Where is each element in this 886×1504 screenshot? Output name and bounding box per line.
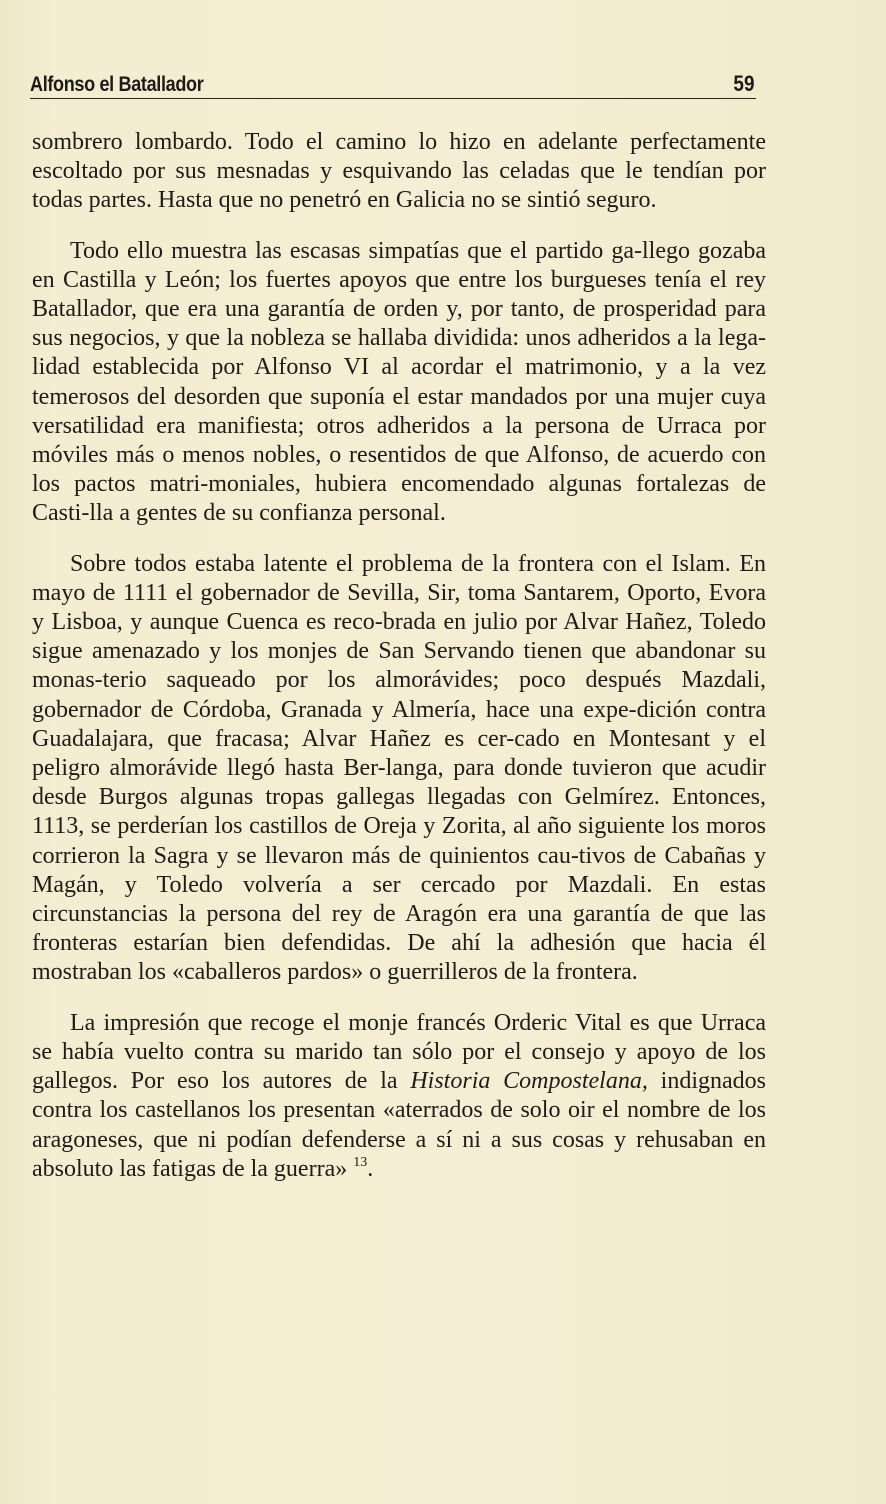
paragraph-2: Todo ello muestra las escasas simpatías que el partido ga-llego gozaba en Castilla y León; los fuertes apoyos que entre los burgueses tenía el rey Batallador, que era una garantía de orden y, por tanto, de prosperidad para sus negocios, y que la nobleza se hallaba dividida: unos adheridos a la lega-lidad establecida por Alfonso VI al acordar el matrimonio, y a la vez temerosos del desorden que suponía el estar mandados por una mujer cuya versatilidad era manifiesta; otros adheridos a la persona de Urraca por móviles más o menos nobles, o resentidos de que Alfonso, de acuerdo con los pactos matri-moniales, hubiera encomendado algunas fortalezas de Casti-lla a gentes de su confianza personal.: [32, 237, 766, 527]
paragraph-1: sombrero lombardo. Todo el camino lo hizo en adelante perfectamente escoltado por sus mesnadas y esquivando las celadas que le tendían por todas partes. Hasta que no penetró en Galicia no se sintió seguro.: [32, 129, 766, 214]
running-title: Alfonso el Batallador: [30, 73, 204, 96]
book-title-italic: Historia Compostelana,: [410, 1068, 648, 1095]
paragraph-4-text-a: La impresión que recoge el monje francés Orderic Vital es que Urraca se había vuelto contra su marido tan sólo por el consejo y apoyo de los gallegos. Por eso los autores de la: [32, 1009, 766, 1095]
page-number: 59: [732, 71, 754, 96]
paragraph-4: [32, 1009, 766, 1184]
paragraph-4-end: .: [367, 1155, 374, 1182]
paragraph-4-text-b: indignados contra los castellanos los presentan «aterrados de solo oir el nombre de los aragoneses, que ni podían defenderse a sí ni a sus cosas y rehusaban en absoluto las fatigas de la guerra»: [32, 1068, 767, 1182]
body-text: [32, 128, 766, 1184]
footnote-reference[interactable]: 13: [353, 1154, 368, 1170]
running-header: [30, 62, 756, 99]
paragraph-3: Sobre todos estaba latente el problema de la frontera con el Islam. En mayo de 1111 el gobernador de Sevilla, Sir, toma Santarem, Oporto, Evora y Lisboa, y aunque Cuenca es reco-brada en julio por Alvar Hañez, Toledo sigue amenazado y los monjes de San Servando tienen que abandonar su monas-terio saqueado por los almorávides; poco después Mazdali, gobernador de Córdoba, Granada y Almería, hace una expe-dición contra Guadalajara, que fracasa; Alvar Hañez es cer-cado en Montesant y el peligro almorávide llegó hasta Ber-langa, para donde tuvieron que acudir desde Burgos algunas tropas gallegas llegadas con Gelmírez. Entonces, 1113, se perderían los castillos de Oreja y Zorita, al año siguiente los moros corrieron la Sagra y se llevaron más de quinientos cau-tivos de Cabañas y Magán, y Toledo volvería a ser cercado por Mazdali. En estas circunstancias la persona del rey de Aragón era una garantía de que las fronteras estarían bien defendidas. De ahí la adhesión que hacia él mostraban los «caballeros pardos» o guerrilleros de la frontera.: [32, 550, 766, 986]
